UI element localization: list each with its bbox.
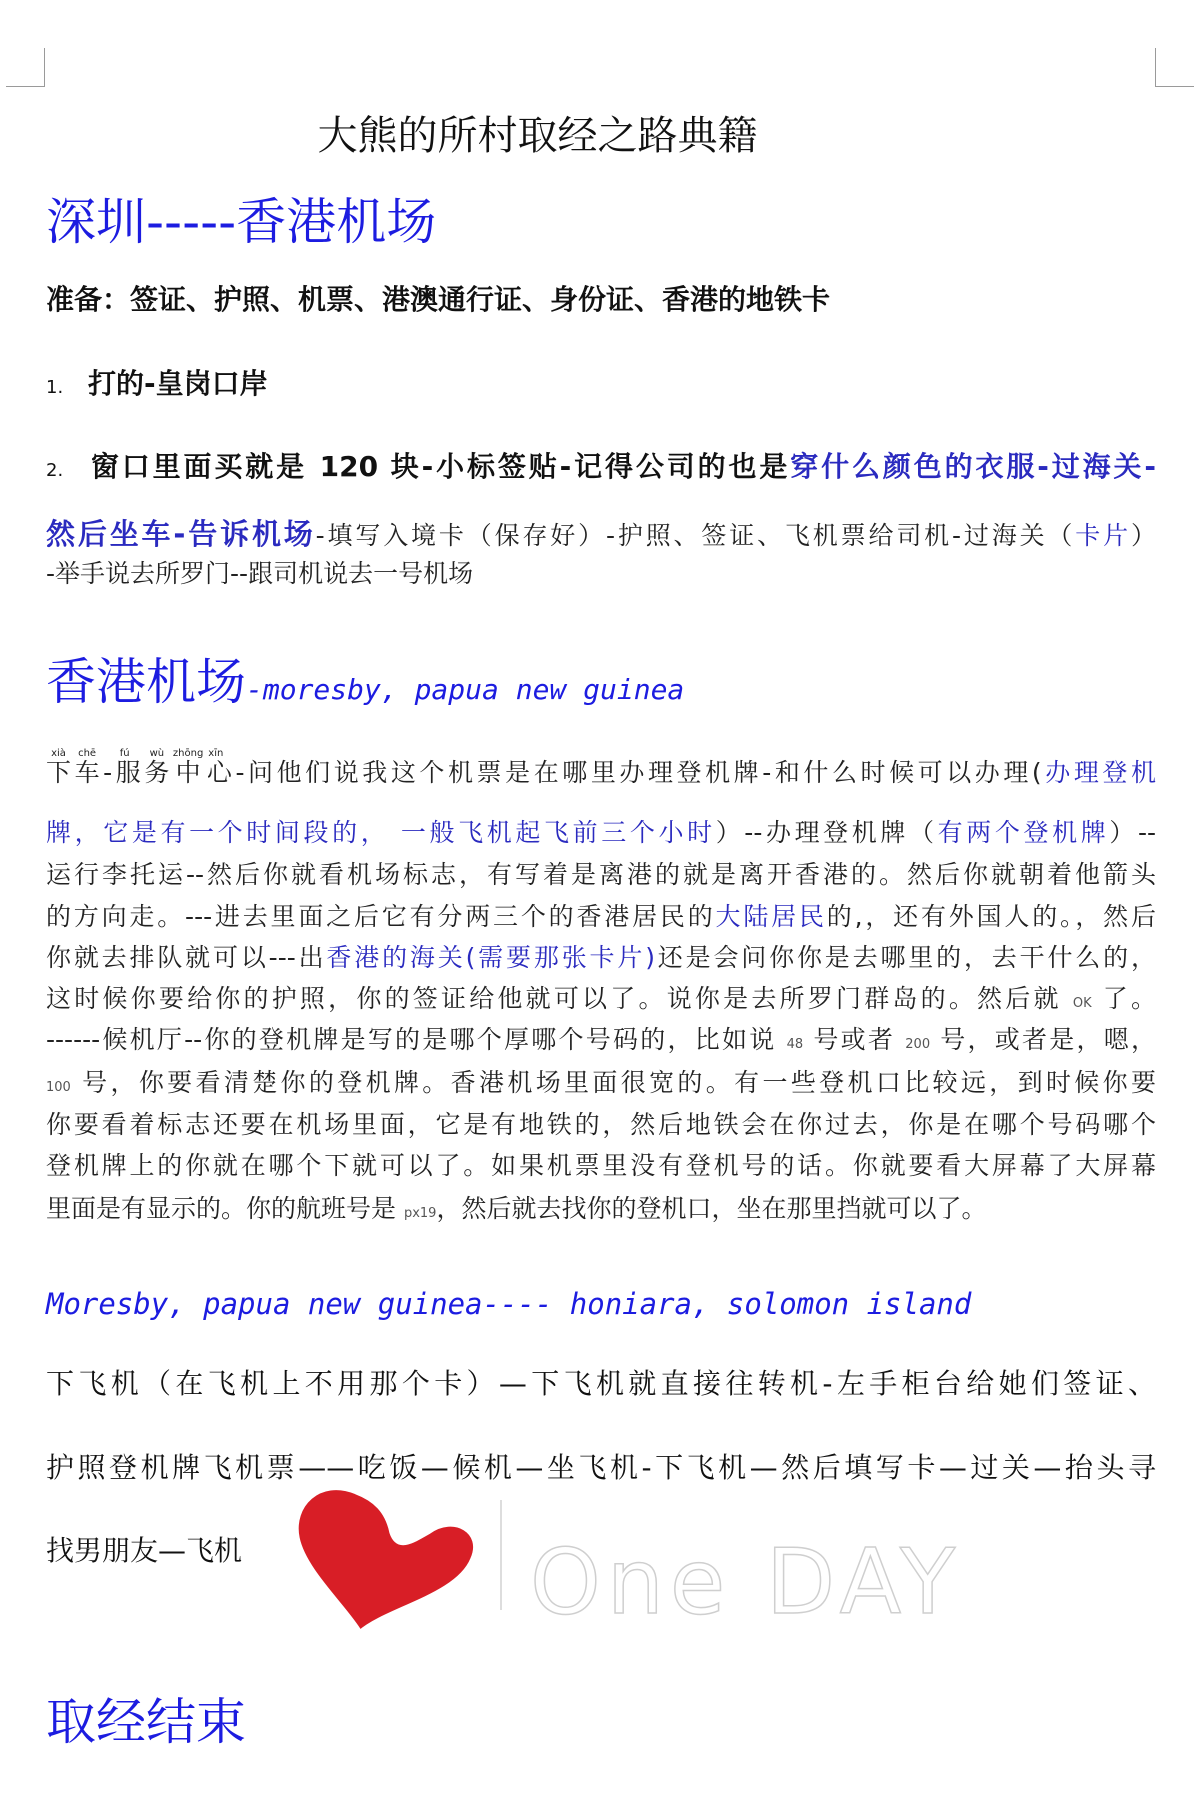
text-segment: 这时候你要给你的护照，你的签证给他就可以了。说你是去所罗门群岛的。然后就 [46, 984, 1073, 1013]
highlighted-text: 大陆居民 [715, 902, 827, 931]
step-2-continued [46, 512, 1156, 553]
text-segment: 你就去排队就可以---出 [46, 943, 327, 972]
pinyin-annotated-char [103, 758, 112, 787]
section-heading-shenzhen-hk: 深圳-----香港机场 [46, 193, 437, 251]
step-text: 打的-皇岗口岸 [88, 367, 268, 400]
paragraph-line [46, 938, 1156, 974]
one-day-sticker-text: One DAY [530, 1530, 962, 1635]
small-number-text: px19 [403, 1206, 437, 1221]
highlighted-text: 办理登机 [1041, 758, 1156, 787]
paragraph-line [46, 979, 1156, 1015]
page-corner-mark-right [1155, 48, 1194, 87]
ruby-base: 务 [144, 758, 173, 787]
sticker-divider [500, 1500, 502, 1610]
paragraph-line [46, 1063, 1156, 1099]
paragraph-line: 下飞机（在飞机上不用那个卡）—下飞机就直接往转机-左手柜台给她们签证、 [46, 1367, 1156, 1400]
pinyin-annotated-char [172, 748, 204, 787]
paragraph-line [46, 813, 1156, 849]
pinyin-annotated-char [74, 748, 104, 787]
text-segment: 号，你要看清楚你的登机牌。香港机场里面很宽的。有一些登机口比较远，到时候你要 [70, 1068, 1156, 1097]
ending-heading: 取经结束 [46, 1693, 246, 1751]
section-heading-hk-airport [46, 642, 684, 714]
step-text-highlight: 穿什么颜色的衣服-过海关- [790, 450, 1156, 483]
text-segment: ） [1130, 521, 1156, 550]
text-segment: 号，或者是，嗯， [930, 1025, 1156, 1054]
paragraph-line [46, 1146, 1156, 1182]
text-segment: 你要看着标志还要在机场里面，它是有地铁的，然后地铁会在你过去，你是在哪个号码哪个 [46, 1110, 1156, 1139]
text-segment: 运行李托运--然后你就看机场标志，有写着是离港的就是离开香港的。然后你就朝着他箭头 [46, 860, 1156, 889]
small-number-text: 200 [905, 1037, 931, 1052]
text-segment: 的方向走。---进去里面之后它有分两三个的香港居民的 [46, 902, 716, 931]
text-segment: ，然后就去找你的登机口，坐在那里挡就可以了。 [436, 1194, 987, 1223]
step-2-continued-2: -举手说去所罗门--跟司机说去一号机场 [46, 559, 474, 588]
highlighted-text: 有两个登机牌 [937, 818, 1110, 847]
section-heading-moresby-honiara: Moresby, papua new guinea---- honiara, solomon island [46, 1287, 972, 1321]
text-segment: -问他们说我这个机票是在哪里办理登机牌-和什么时候可以办理( [235, 758, 1042, 787]
ruby-base: 车 [74, 758, 104, 787]
highlighted-text: 然后坐车-告诉机场 [46, 517, 316, 551]
highlighted-text: 卡片 [1075, 521, 1131, 550]
document-title: 大熊的所村取经之路典籍 [317, 113, 758, 159]
step-number: 2. [46, 460, 64, 481]
text-segment: 了。 [1091, 984, 1156, 1013]
highlighted-text: 香港的海关(需要那张卡片) [326, 943, 655, 972]
paragraph-line [46, 855, 1156, 891]
ruby-base: 服 [112, 758, 145, 787]
ruby-pinyin: xīn [203, 748, 229, 759]
small-number-text: 100 [46, 1080, 71, 1095]
paragraph-line [46, 897, 1156, 933]
step-number: 1. [46, 377, 64, 398]
paragraph-line [46, 1189, 1156, 1225]
ruby-pinyin: xià [46, 748, 72, 759]
ruby-base: 下 [46, 758, 75, 787]
text-segment: -填写入境卡（保存好）-护照、签证、飞机票给司机-过海关（ [315, 521, 1076, 550]
text-segment: ）-- [1109, 818, 1156, 847]
text-segment: ）--办理登机牌（ [715, 818, 938, 847]
ruby-base: 中 [172, 758, 204, 787]
paragraph-line: 护照登机牌飞机票——吃饭—候机—坐飞机-下飞机—然后填写卡—过关—抬头寻 [46, 1451, 1156, 1484]
preparation-list: 准备：签证、护照、机票、港澳通行证、身份证、香港的地铁卡 [46, 283, 831, 316]
ruby-base: - [103, 758, 113, 787]
heading-destination: -moresby, papua new guinea [246, 673, 685, 706]
ruby-pinyin: fú [112, 748, 138, 759]
small-number-text: OK [1072, 996, 1092, 1011]
text-segment: 的,，还有外国人的。，然后 [826, 902, 1156, 931]
text-segment: 号或者 [803, 1025, 906, 1054]
highlighted-text: 牌，它是有一个时间段的， 一般飞机起飞前三个小时 [46, 818, 716, 847]
heading-text: 香港机场 [46, 653, 246, 711]
paragraph-line: 找男朋友—飞机 [46, 1534, 243, 1567]
pinyin-annotated-char [46, 748, 75, 787]
step-1 [46, 362, 268, 402]
ruby-pinyin: wù [144, 748, 170, 759]
text-segment: ------候机厅--你的登机牌是写的是哪个厚哪个号码的，比如说 [46, 1025, 787, 1054]
ruby-pinyin: zhōng [172, 748, 204, 759]
paragraph-line [46, 748, 1156, 789]
text-segment: 还是会问你你是去哪里的，去干什么的， [654, 943, 1156, 972]
heart-sticker-icon [278, 1490, 478, 1640]
step-2 [46, 445, 1156, 485]
pinyin-annotated-char [112, 748, 145, 787]
small-number-text: 48 [786, 1037, 804, 1052]
ruby-pinyin: chē [74, 748, 100, 759]
pinyin-annotated-char [203, 748, 236, 787]
paragraph-line [46, 1020, 1156, 1056]
page-corner-mark-left [6, 48, 45, 87]
text-segment: 登机牌上的你就在哪个下就可以了。如果机票里没有登机号的话。你就要看大屏幕了大屏幕 [46, 1151, 1156, 1180]
ruby-base: 心 [203, 758, 236, 787]
text-segment: 里面是有显示的。你的航班号是 [46, 1194, 404, 1223]
pinyin-annotated-char [144, 748, 173, 787]
paragraph-line [46, 1105, 1156, 1141]
step-text: 窗口里面买就是 120 块-小标签贴-记得公司的也是 [88, 450, 791, 483]
